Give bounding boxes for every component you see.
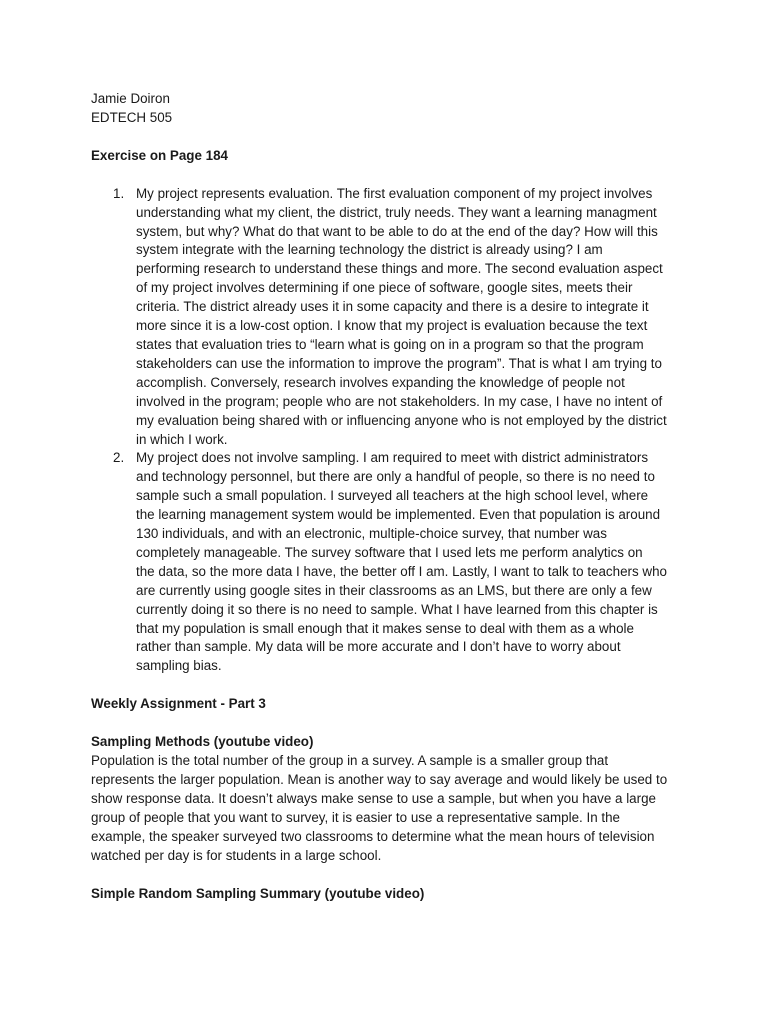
text-line: system integrate with the learning technology the district is already using? I am: [136, 242, 603, 258]
sampling-methods-heading: Sampling Methods (youtube video): [91, 734, 314, 750]
text-line: accomplish. Conversely, research involves expanding the knowledge of people not: [136, 374, 625, 390]
text-line: show response data. It doesn’t always make sense to use a sample, but when you have a large: [91, 790, 656, 806]
text-line: that my population is small enough that it makes sense to deal with them as a whole: [136, 620, 634, 636]
text-line: My project does not involve sampling. I am required to meet with district administrators: [136, 450, 649, 466]
text-line: represents the larger population. Mean is another way to say average and would likely be used to: [91, 772, 668, 787]
course-code: EDTECH 505: [91, 109, 173, 125]
document-page: [91, 90, 711, 903]
text-line: My project represents evaluation. The first evaluation component of my project involves: [136, 185, 653, 201]
text-line: involved in the program; people who are not stakeholders. In my case, I have no intent of: [136, 393, 663, 409]
author-name: Jamie Doiron: [91, 91, 170, 106]
text-line: in which I work.: [136, 431, 228, 447]
text-line: stakeholders can use the information to improve the program”. That is what I am trying to: [136, 355, 662, 371]
text-line: example, the speaker surveyed two classrooms to determine what the mean hours of television: [91, 828, 655, 844]
text-line: and technology personnel, but there are only a handful of people, so there is no need to: [136, 469, 655, 485]
list-item-text: [136, 185, 711, 450]
text-line: system, but why? What do that want to be able to do at the end of the day? How will this: [136, 223, 658, 239]
text-line: sample such a small population. I surveyed all teachers at the high school level, where: [136, 488, 649, 504]
text-line: criteria. The district already uses it in some capacity and there is a desire to integrate it: [136, 299, 649, 315]
text-line: more since it is a low-cost option. I know that my project is evaluation because the text: [136, 318, 648, 334]
text-line: sampling bias.: [136, 658, 222, 674]
text-line: performing research to understand these things and more. The second evaluation aspect: [136, 261, 663, 277]
text-line: group of people that you want to survey, it is easier to use a representative sample. In the: [91, 809, 620, 825]
text-line: states that evaluation tries to “learn what is going on in a program so that the program: [136, 336, 644, 352]
text-line: 130 individuals, and with an electronic, multiple-choice survey, that number was: [136, 526, 607, 542]
list-number: 1.: [113, 185, 125, 201]
text-line: completely manageable. The survey software that I used lets me perform analytics on: [136, 544, 643, 560]
text-line: my evaluation being shared with or influencing anyone who is not employed by the district: [136, 412, 667, 428]
sampling-methods-paragraph: [91, 752, 711, 865]
text-line: rather than sample. My data will be more accurate and I don’t have to worry about: [136, 639, 621, 655]
text-line: the learning management system would be implemented. Even that population is around: [136, 507, 661, 523]
text-line: Population is the total number of the group in a survey. A sample is a smaller group that: [91, 753, 609, 769]
text-line: watched per day is for students in a large school.: [91, 847, 382, 863]
text-line: currently doing it so there is no need to sample. What I have learned from this chapter is: [136, 601, 658, 617]
list-item-text: [136, 449, 711, 676]
text-line: are currently using google sites in their classrooms as an LMS, but there are only a few: [136, 582, 652, 598]
text-line: of my project involves determining if one piece of software, google sites, meets their: [136, 280, 633, 296]
list-item: [91, 185, 711, 450]
weekly-assignment-heading: Weekly Assignment - Part 3: [91, 696, 266, 712]
exercise-list: [91, 185, 711, 677]
list-item: [91, 449, 711, 676]
exercise-heading: Exercise on Page 184: [91, 147, 228, 163]
list-number: 2.: [113, 450, 125, 466]
text-line: the data, so the more data I have, the better off I am. Lastly, I want to talk to teachers who: [136, 563, 667, 579]
simple-random-sampling-heading: Simple Random Sampling Summary (youtube video): [91, 885, 425, 901]
text-line: understanding what my client, the district, truly needs. They want a learning managment: [136, 204, 657, 220]
